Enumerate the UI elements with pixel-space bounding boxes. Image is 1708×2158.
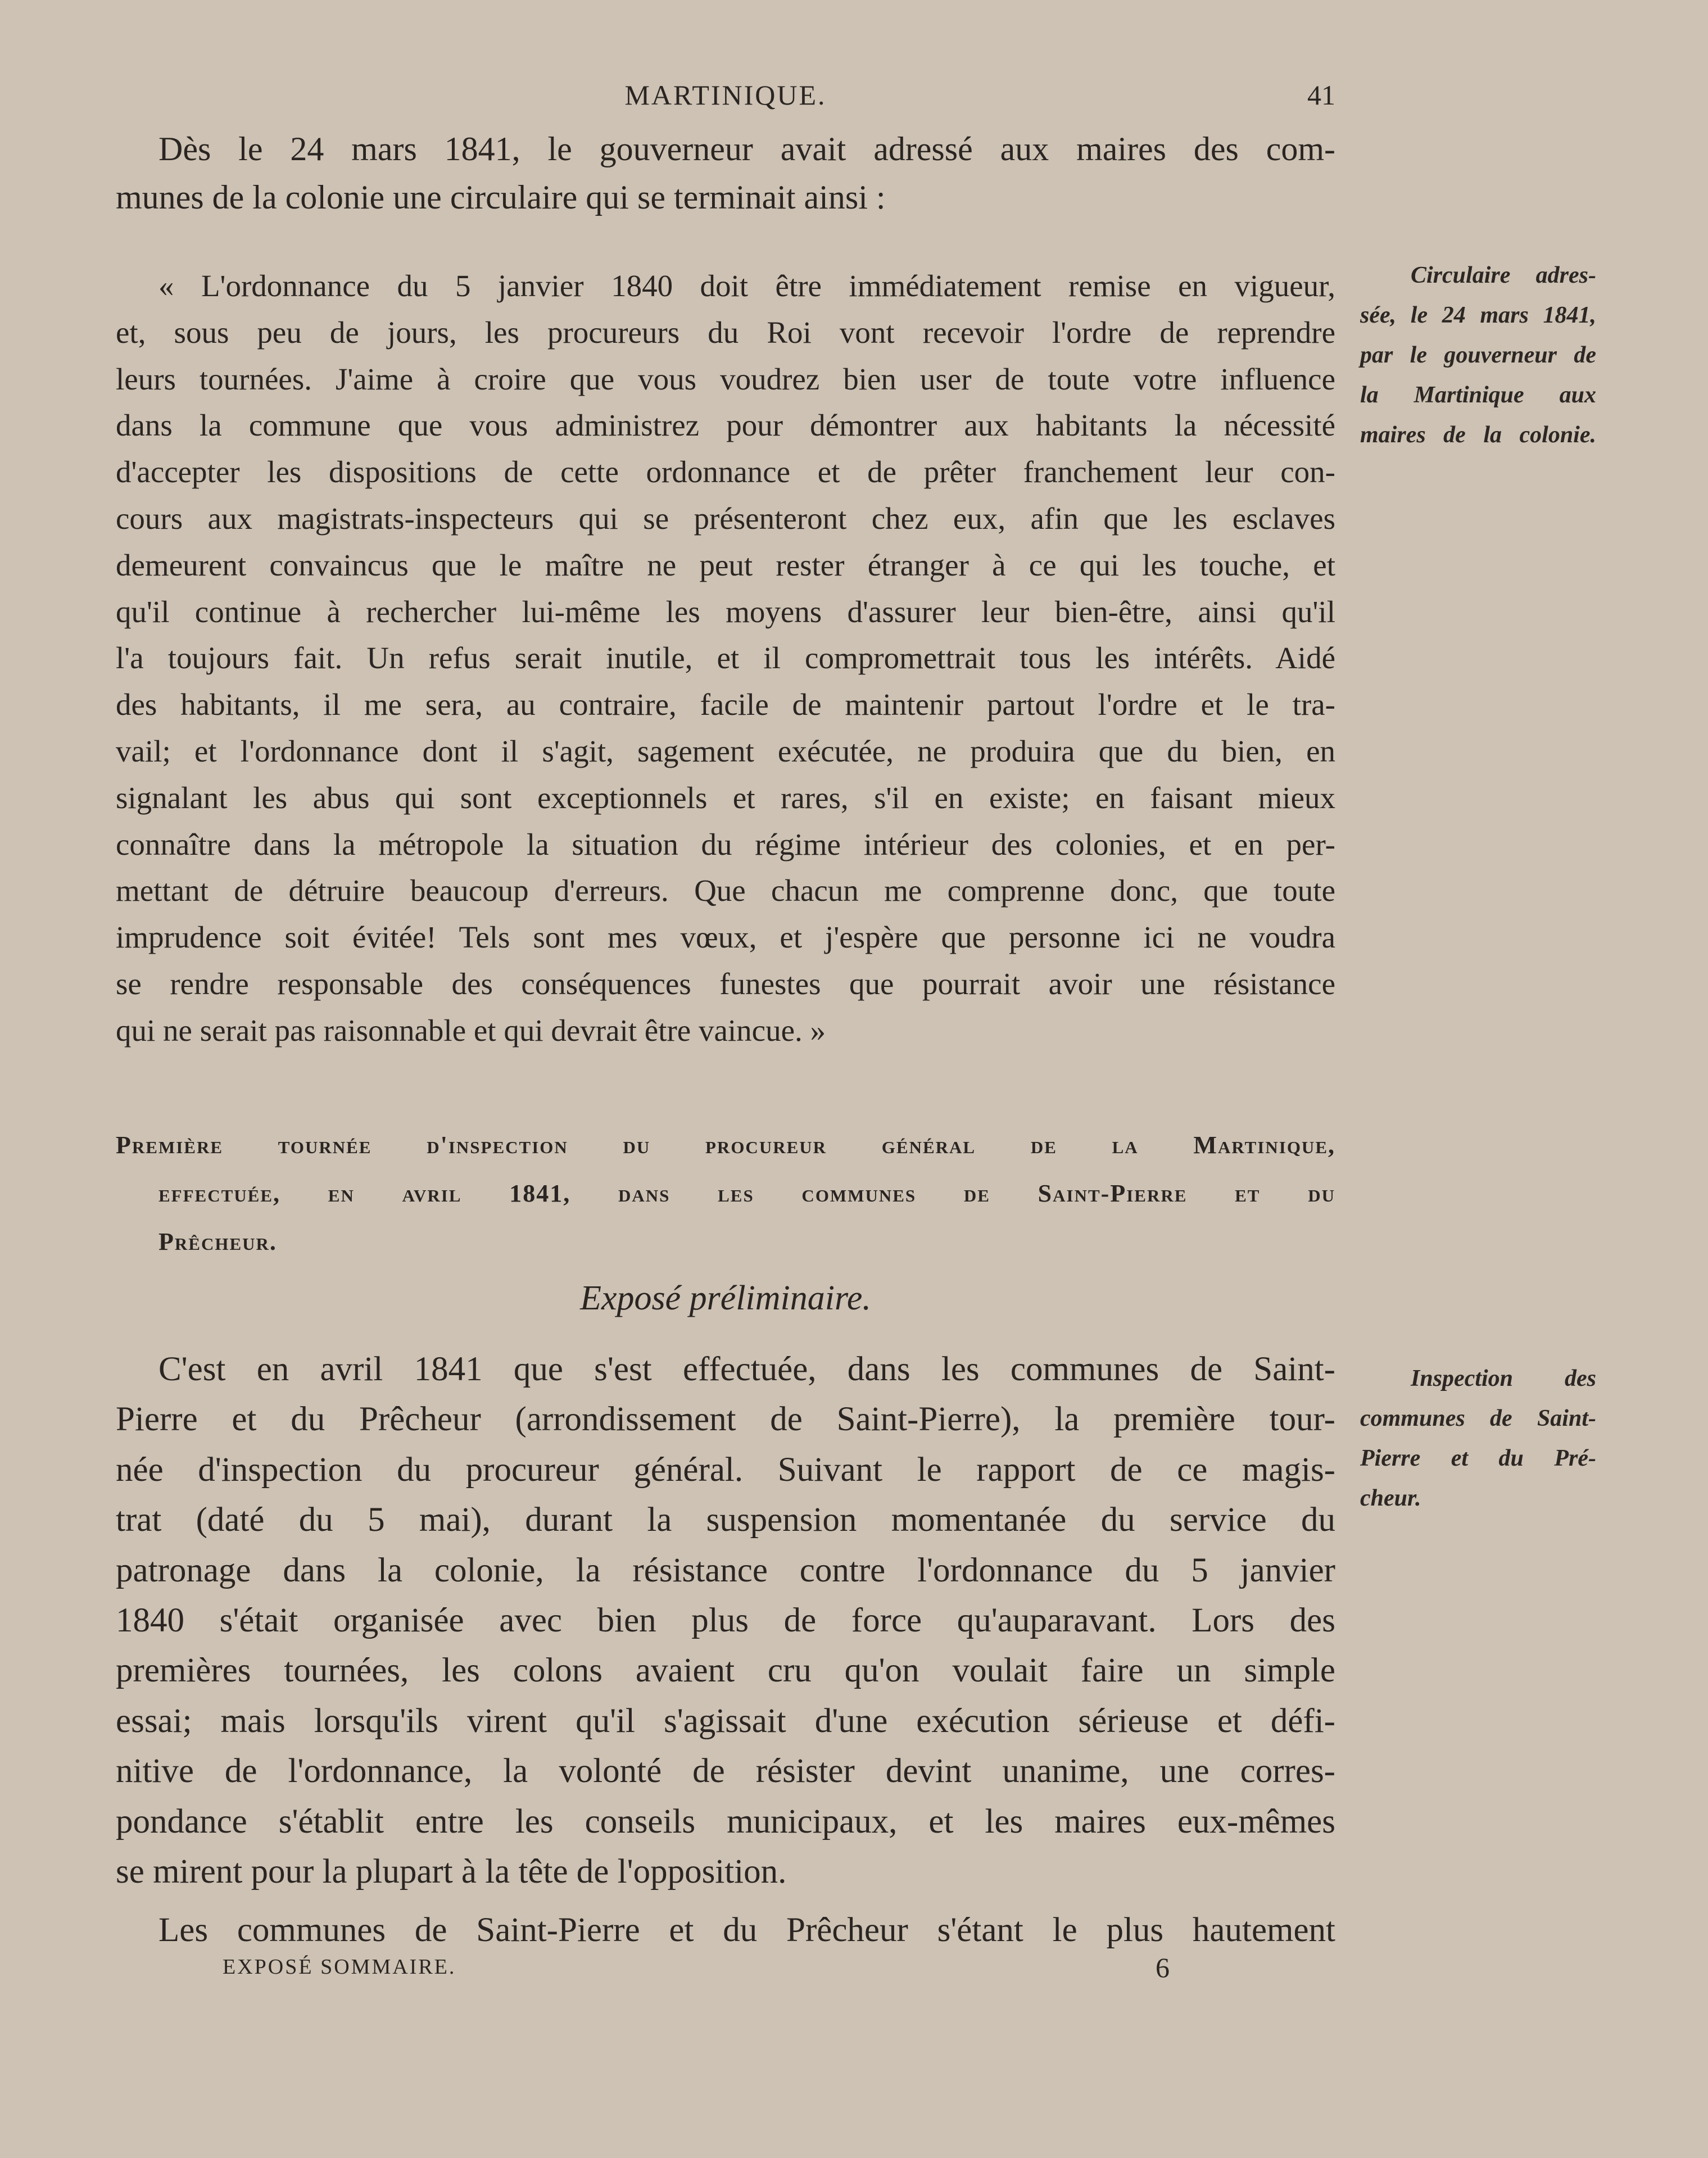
heading-line: Prêcheur.: [158, 1228, 277, 1255]
note-line: maires de la colonie.: [1360, 422, 1596, 448]
text-line: premières tournées, les colons avaient cru qu'on voulait faire un simple: [116, 1652, 1335, 1690]
note-line: sée, le 24 mars 1841,: [1360, 302, 1596, 328]
text-line: qu'il continue à rechercher lui-même les moyens d'assurer leur bien-être, ainsi qu'il: [116, 594, 1335, 629]
text-line: patronage dans la colonie, la résistance contre l'ordonnance du 5 janvier: [116, 1551, 1335, 1589]
text-line: Dès le 24 mars 1841, le gouverneur avait adressé aux maires des com-: [158, 130, 1335, 167]
heading-line: Première tournée d'inspection du procureur général de la Martinique,: [116, 1131, 1335, 1159]
text-line: essai; mais lorsqu'ils virent qu'il s'agissait d'une exécution sérieuse et défi-: [116, 1702, 1335, 1740]
text-line: trat (daté du 5 mai), durant la suspension momentanée du service du: [116, 1501, 1335, 1539]
text-line: Les communes de Saint-Pierre et du Prêcheur s'étant le plus hautement: [158, 1911, 1335, 1949]
text-line: qui ne serait pas raisonnable et qui devrait être vaincue. »: [116, 1013, 826, 1048]
text-line: cours aux magistrats-inspecteurs qui se présenteront chez eux, afin que les esclaves: [116, 501, 1335, 536]
page-number: 41: [1307, 79, 1335, 111]
text-line: signalant les abus qui sont exceptionnels et rares, s'il en existe; en faisant mieux: [116, 780, 1335, 815]
text-line: munes de la colonie une circulaire qui se terminait ainsi :: [116, 179, 886, 216]
note-line: communes de Saint-: [1360, 1406, 1596, 1431]
note-line: Inspection des: [1411, 1366, 1596, 1391]
text-line: nitive de l'ordonnance, la volonté de résister devint unanime, une corres-: [116, 1752, 1335, 1790]
sheet-number: 6: [1156, 1952, 1170, 1983]
signature-mark: EXPOSÉ SOMMAIRE.: [223, 1955, 456, 1979]
text-line: demeurent convaincus que le maître ne peut rester étranger à ce qui les touche, et: [116, 547, 1335, 582]
text-line: C'est en avril 1841 que s'est effectuée, dans les communes de Saint-: [158, 1350, 1335, 1388]
note-line: cheur.: [1360, 1485, 1421, 1511]
text-line: des habitants, il me sera, au contraire, facile de maintenir partout l'ordre et le tra-: [116, 687, 1335, 722]
text-line: leurs tournées. J'aime à croire que vous voudrez bien user de toute votre influence: [116, 361, 1335, 396]
text-line: d'accepter les dispositions de cette ordonnance et de prêter franchement leur con-: [116, 455, 1335, 489]
text-line: 1840 s'était organisée avec bien plus de force qu'auparavant. Lors des: [116, 1602, 1335, 1640]
text-line: dans la commune que vous administrez pour démontrer aux habitants la nécessité: [116, 408, 1335, 443]
margin-note-circular: [1360, 256, 1596, 455]
quoted-circular: [116, 263, 1335, 1054]
note-line: Pierre et du Pré-: [1360, 1445, 1596, 1471]
note-line: Circulaire adres-: [1411, 262, 1596, 288]
note-line: par le gouverneur de: [1360, 342, 1596, 368]
text-line: vail; et l'ordonnance dont il s'agit, sagement exécutée, ne produira que du bien, en: [116, 733, 1335, 768]
continuation-paragraph: [116, 1905, 1335, 1955]
heading-line: effectuée, en avril 1841, dans les communes de Saint-Pierre et du: [158, 1180, 1335, 1207]
body-paragraph: [116, 1344, 1335, 1897]
section-heading: [116, 1121, 1335, 1257]
text-line: née d'inspection du procureur général. Suivant le rapport de ce magis-: [116, 1450, 1335, 1489]
text-line: « L'ordonnance du 5 janvier 1840 doit être immédiatement remise en vigueur,: [158, 269, 1335, 303]
text-line: imprudence soit évitée! Tels sont mes vœux, et j'espère que personne ici ne voudra: [116, 920, 1335, 955]
text-line: se rendre responsable des conséquences funestes que pourrait avoir une résistance: [116, 966, 1335, 1001]
text-line: mettant de détruire beaucoup d'erreurs. Que chacun me comprenne donc, que toute: [116, 873, 1335, 908]
section-subtitle: Exposé préliminaire.: [580, 1279, 871, 1317]
text-line: et, sous peu de jours, les procureurs du Roi vont recevoir l'ordre de reprendre: [116, 315, 1335, 350]
text-line: Pierre et du Prêcheur (arrondissement de Saint-Pierre), la première tour-: [116, 1400, 1335, 1439]
running-header: [116, 79, 1335, 118]
note-line: la Martinique aux: [1360, 382, 1596, 408]
margin-note-inspection: [1360, 1359, 1596, 1518]
text-line: pondance s'établit entre les conseils municipaux, et les maires eux-mêmes: [116, 1802, 1335, 1840]
intro-paragraph: [116, 125, 1335, 221]
running-title: MARTINIQUE.: [624, 79, 827, 111]
text-line: connaître dans la métropole la situation du régime intérieur des colonies, et en per-: [116, 827, 1335, 862]
text-line: se mirent pour la plupart à la tête de l'opposition.: [116, 1853, 787, 1891]
text-line: l'a toujours fait. Un refus serait inutile, et il compromettrait tous les intérêts. Aidé: [116, 641, 1335, 675]
